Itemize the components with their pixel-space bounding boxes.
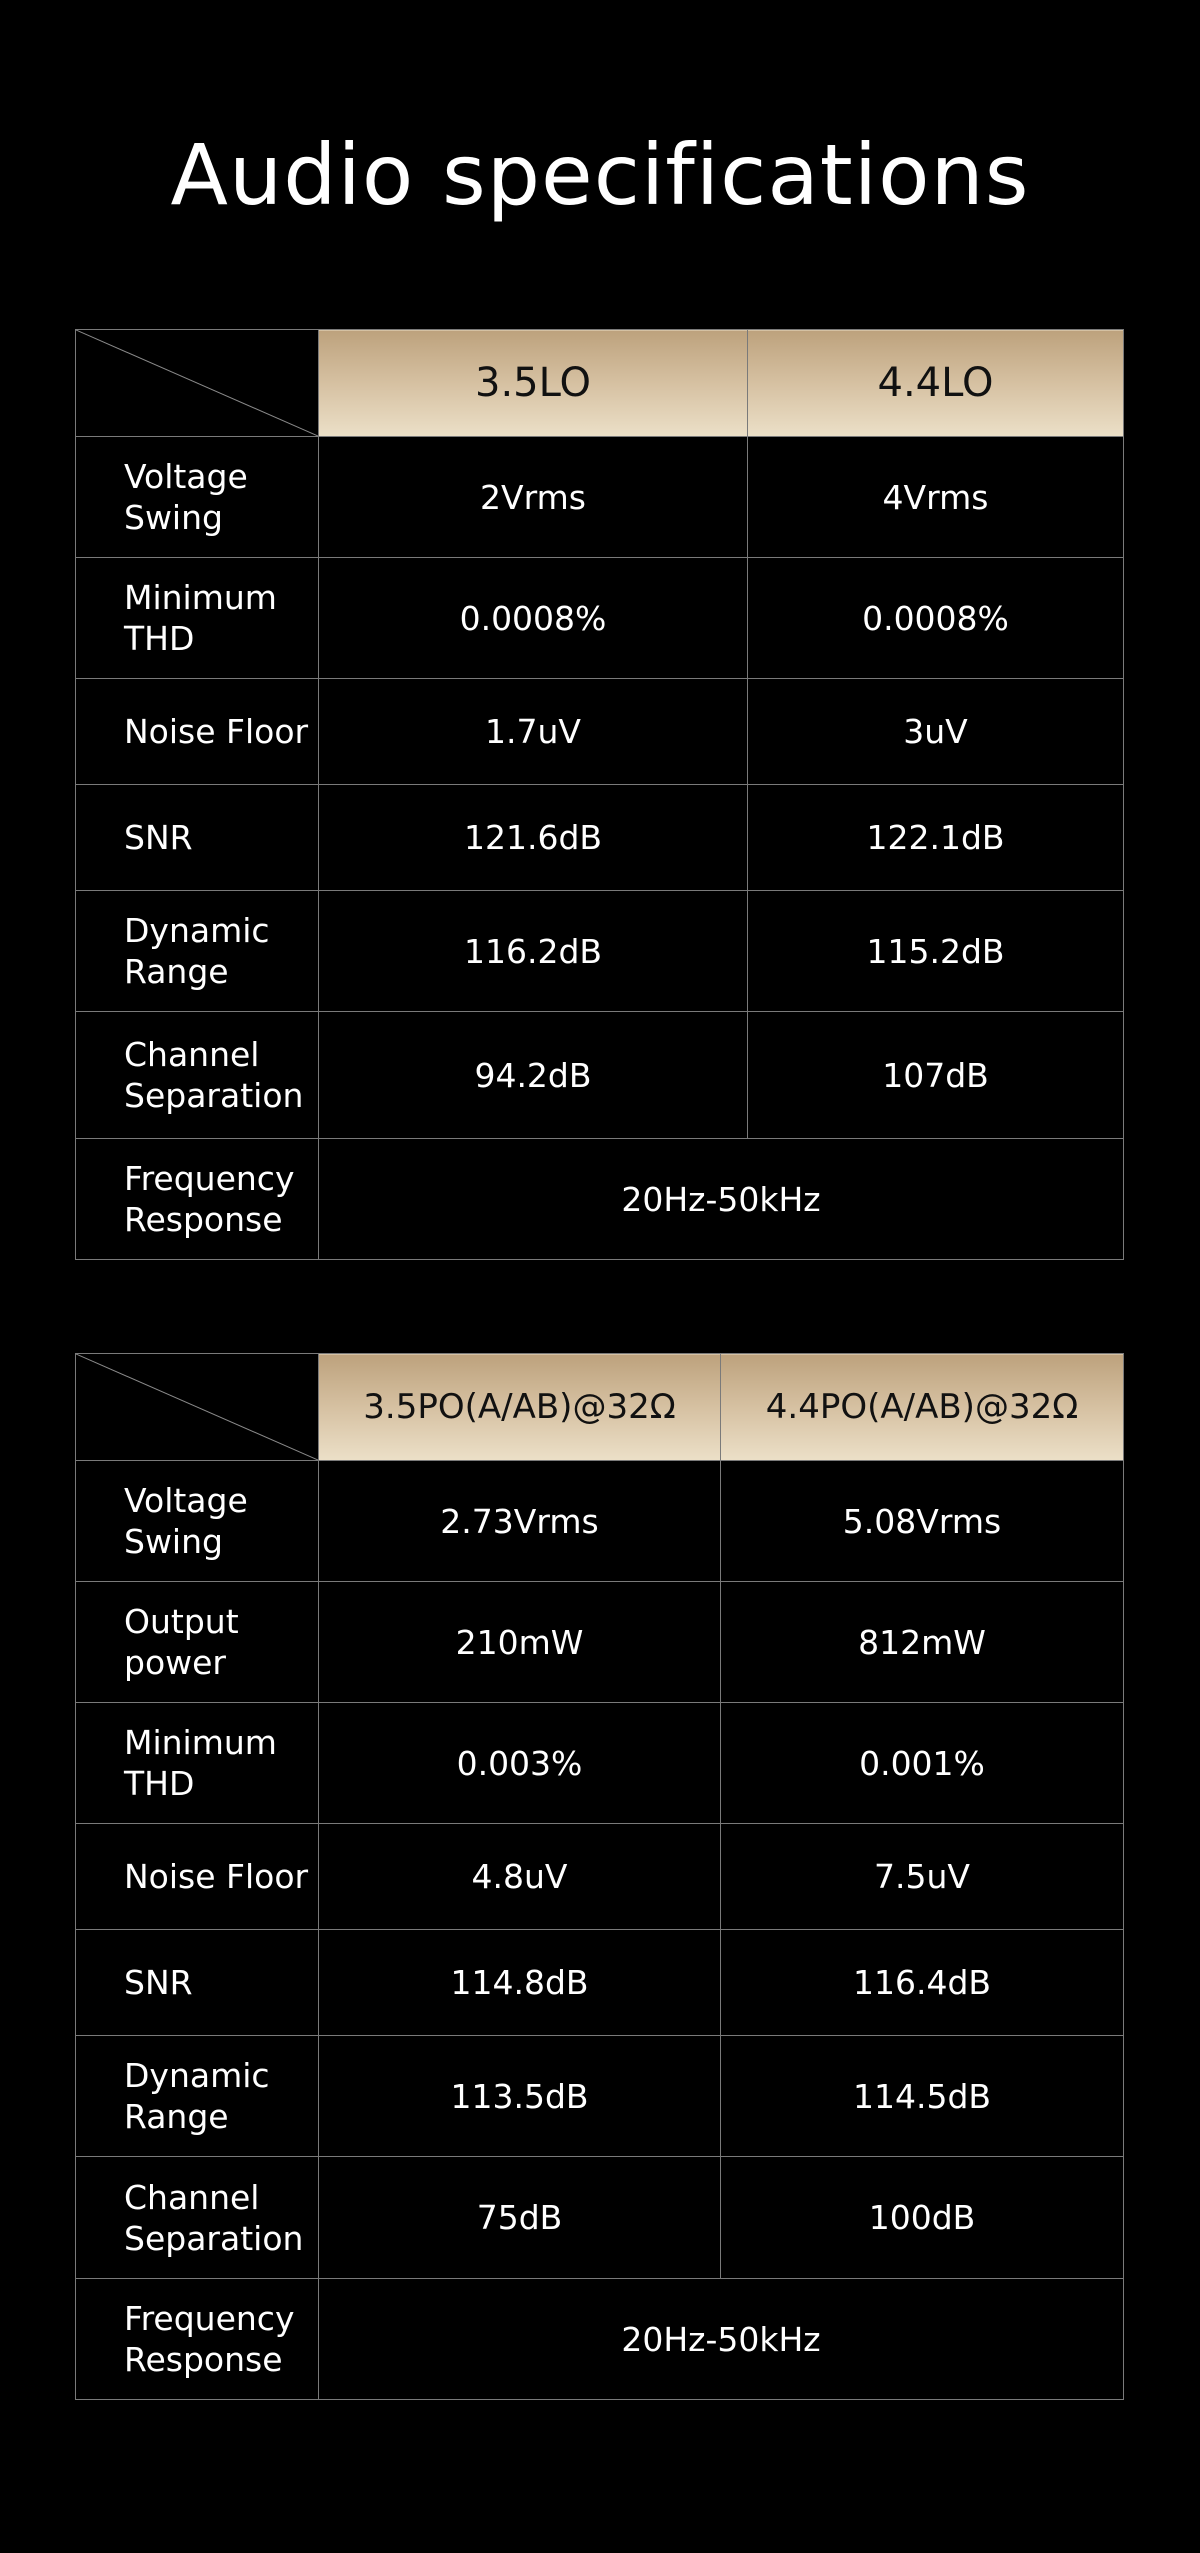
- table-row: [76, 1930, 1124, 2036]
- table-cell: 7.5uV: [721, 1824, 1124, 1930]
- table-cell: 812mW: [721, 1582, 1124, 1703]
- table-row: [76, 1461, 1124, 1582]
- row-label: SNR: [76, 785, 319, 891]
- table-cell: 114.5dB: [721, 2036, 1124, 2157]
- table-row: [76, 1703, 1124, 1824]
- table-cell: 0.003%: [319, 1703, 721, 1824]
- corner-diagonal-cell: [76, 1354, 319, 1461]
- table-cell: 0.0008%: [748, 558, 1124, 679]
- table-row: [76, 1824, 1124, 1930]
- row-label: SNR: [76, 1930, 319, 2036]
- table-header-row: [76, 1354, 1124, 1461]
- table-row: [76, 891, 1124, 1012]
- table-row: [76, 2036, 1124, 2157]
- table-header-row: [76, 330, 1124, 437]
- row-label: Voltage Swing: [76, 1461, 319, 1582]
- column-header-3-5po: 3.5PO(A/AB)@32Ω: [319, 1354, 721, 1461]
- row-label: Voltage Swing: [76, 437, 319, 558]
- table-row: [76, 785, 1124, 891]
- row-label: Minimum THD: [76, 1703, 319, 1824]
- row-label: Output power: [76, 1582, 319, 1703]
- row-label: Channel Separation: [76, 1012, 319, 1139]
- corner-diagonal-cell: [76, 330, 319, 437]
- phone-out-spec-table: [75, 1353, 1124, 2400]
- table-cell: 210mW: [319, 1582, 721, 1703]
- table-cell: 0.0008%: [319, 558, 748, 679]
- row-label: Dynamic Range: [76, 891, 319, 1012]
- table-cell: 116.2dB: [319, 891, 748, 1012]
- table-cell: 121.6dB: [319, 785, 748, 891]
- column-header-4-4po: 4.4PO(A/AB)@32Ω: [721, 1354, 1124, 1461]
- table-row: [76, 1139, 1124, 1260]
- row-label: Noise Floor: [76, 679, 319, 785]
- merged-table-cell: 20Hz-50kHz: [319, 1139, 1124, 1260]
- row-label: Frequency Response: [76, 2279, 319, 2400]
- column-header-3-5lo: 3.5LO: [319, 330, 748, 437]
- table-cell: 5.08Vrms: [721, 1461, 1124, 1582]
- table-cell: 75dB: [319, 2157, 721, 2279]
- table-row: [76, 1582, 1124, 1703]
- page-title: Audio specifications: [170, 126, 1030, 224]
- table-cell: 115.2dB: [748, 891, 1124, 1012]
- table-row: [76, 437, 1124, 558]
- merged-table-cell: 20Hz-50kHz: [319, 2279, 1124, 2400]
- line-out-spec-table: [75, 329, 1124, 1260]
- table-cell: 122.1dB: [748, 785, 1124, 891]
- table-row: [76, 1012, 1124, 1139]
- table-cell: 107dB: [748, 1012, 1124, 1139]
- table-cell: 0.001%: [721, 1703, 1124, 1824]
- row-label: Frequency Response: [76, 1139, 319, 1260]
- table-row: [76, 2157, 1124, 2279]
- row-label: Dynamic Range: [76, 2036, 319, 2157]
- diagonal-divider-icon: [76, 1354, 318, 1460]
- table-cell: 4.8uV: [319, 1824, 721, 1930]
- table-cell: 2.73Vrms: [319, 1461, 721, 1582]
- table-cell: 3uV: [748, 679, 1124, 785]
- table-cell: 94.2dB: [319, 1012, 748, 1139]
- row-label: Noise Floor: [76, 1824, 319, 1930]
- row-label: Minimum THD: [76, 558, 319, 679]
- table-cell: 2Vrms: [319, 437, 748, 558]
- table-cell: 116.4dB: [721, 1930, 1124, 2036]
- row-label: Channel Separation: [76, 2157, 319, 2279]
- table-cell: 113.5dB: [319, 2036, 721, 2157]
- table-cell: 100dB: [721, 2157, 1124, 2279]
- diagonal-divider-icon: [76, 330, 318, 436]
- table-cell: 1.7uV: [319, 679, 748, 785]
- table-row: [76, 558, 1124, 679]
- table-cell: 114.8dB: [319, 1930, 721, 2036]
- table-row: [76, 2279, 1124, 2400]
- table-row: [76, 679, 1124, 785]
- column-header-4-4lo: 4.4LO: [748, 330, 1124, 437]
- table-cell: 4Vrms: [748, 437, 1124, 558]
